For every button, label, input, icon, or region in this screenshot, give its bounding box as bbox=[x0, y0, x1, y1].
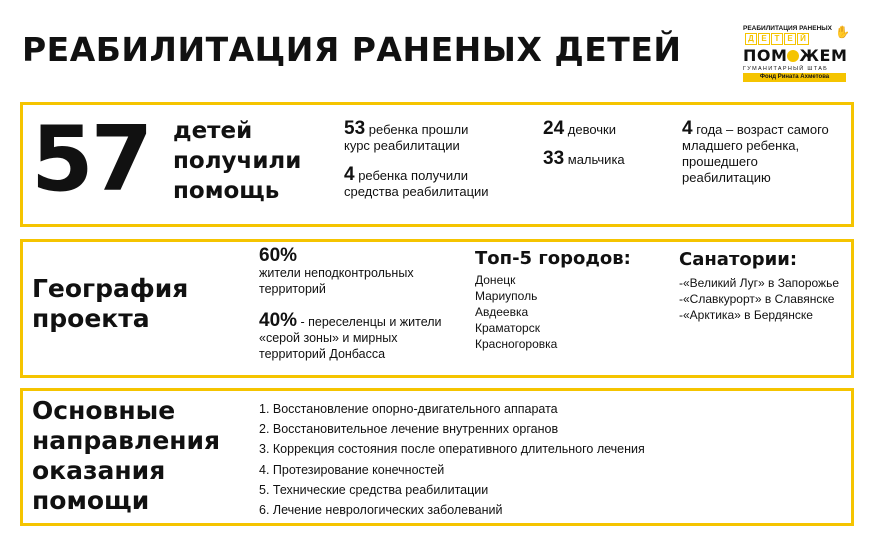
logo-line-1: РЕАБИЛИТАЦИЯ РАНЕНЫХ bbox=[743, 25, 832, 32]
summary-panel bbox=[20, 102, 854, 227]
stat-text: реабилитацию bbox=[682, 170, 771, 185]
city-item: Авдеевка bbox=[475, 305, 529, 319]
children-count: 57 bbox=[31, 107, 151, 212]
geography-heading: География проекта bbox=[32, 274, 189, 333]
stat-displaced bbox=[259, 310, 459, 362]
top-cities-title: Топ-5 городов: bbox=[475, 248, 631, 269]
stat-girls bbox=[543, 118, 616, 139]
directions-list bbox=[259, 399, 645, 520]
city-item: Краматорск bbox=[475, 321, 540, 335]
stat-number: 24 bbox=[543, 118, 565, 139]
percent-text: - переселенцы и жители «серой зоны» и мирных территорий Донбасса bbox=[259, 315, 442, 361]
children-count-caption: детей получили помощь bbox=[173, 118, 302, 204]
sanatoria-title: Санатории: bbox=[679, 249, 798, 270]
sanatorium-item: -«Славкурорт» в Славянске bbox=[679, 292, 835, 306]
stat-text: девочки bbox=[564, 122, 616, 137]
logo-word-part: ПОМ bbox=[743, 46, 788, 65]
city-item: Красногоровка bbox=[475, 337, 558, 351]
stat-number: 33 bbox=[543, 148, 565, 169]
city-item: Мариуполь bbox=[475, 289, 538, 303]
foundation-logo bbox=[743, 25, 849, 81]
logo-line-2 bbox=[745, 33, 809, 45]
direction-item: 1. Восстановление опорно-двигательного аппарата bbox=[259, 402, 558, 416]
stat-rehab-course bbox=[344, 118, 469, 154]
percent-value: 60% bbox=[259, 245, 298, 266]
directions-panel bbox=[20, 388, 854, 526]
page-title: РЕАБИЛИТАЦИЯ РАНЕНЫХ ДЕТЕЙ bbox=[22, 30, 682, 69]
sanatoria bbox=[679, 249, 839, 323]
logo-letter: Д bbox=[745, 33, 757, 45]
cities-list bbox=[475, 272, 631, 352]
logo-line-5: Фонд Рината Ахметова bbox=[743, 73, 846, 82]
percent-value: 40% bbox=[259, 310, 298, 331]
stat-youngest-age bbox=[682, 118, 829, 186]
stat-number: 4 bbox=[682, 118, 693, 139]
direction-item: 5. Технические средства реабилитации bbox=[259, 482, 489, 497]
direction-item: 2. Восстановительное лечение внутренних органов bbox=[259, 422, 559, 437]
directions-heading: Основные направления оказания помощи bbox=[32, 396, 221, 515]
stat-number: 53 bbox=[344, 118, 366, 139]
direction-item: 6. Лечение неврологических заболеваний bbox=[259, 503, 503, 518]
logo-letter: Й bbox=[797, 33, 809, 45]
sanatoria-list bbox=[679, 275, 839, 323]
top-cities bbox=[475, 248, 631, 352]
hand-icon: ✋ bbox=[835, 25, 850, 39]
logo-word-part: ЖЕМ bbox=[799, 46, 848, 65]
sanatorium-item: -«Арктика» в Бердянске bbox=[679, 308, 813, 322]
logo-letter: Е bbox=[784, 33, 796, 45]
stat-text: средства реабилитации bbox=[344, 184, 489, 199]
direction-item: 3. Коррекция состояния после оперативного длительного лечения bbox=[259, 442, 645, 457]
direction-item: 4. Протезирование конечностей bbox=[259, 462, 445, 477]
logo-circle-icon bbox=[787, 50, 799, 62]
stat-boys bbox=[543, 148, 625, 169]
sanatorium-item: -«Великий Луг» в Запорожье bbox=[679, 276, 840, 290]
stat-text: прошедшего bbox=[682, 154, 758, 169]
stat-text: ребенка получили bbox=[354, 168, 468, 183]
stat-text: курс реабилитации bbox=[344, 138, 460, 153]
logo-letter: Т bbox=[771, 33, 783, 45]
logo-line-3 bbox=[743, 46, 847, 65]
stat-text: года – возраст самого bbox=[692, 122, 829, 137]
stat-text: младшего ребенка, bbox=[682, 138, 800, 153]
stat-number: 4 bbox=[344, 164, 355, 185]
logo-line-4: ГУМАНИТАРНЫЙ ШТАБ bbox=[743, 66, 829, 72]
geography-panel bbox=[20, 239, 854, 378]
percent-text: жители неподконтрольных территорий bbox=[259, 266, 414, 296]
logo-letter: Е bbox=[758, 33, 770, 45]
city-item: Донецк bbox=[475, 273, 516, 287]
stat-uncontrolled-territories bbox=[259, 245, 459, 297]
stat-text: мальчика bbox=[564, 152, 625, 167]
stat-text: ребенка прошли bbox=[365, 122, 469, 137]
stat-rehab-means bbox=[344, 164, 489, 200]
